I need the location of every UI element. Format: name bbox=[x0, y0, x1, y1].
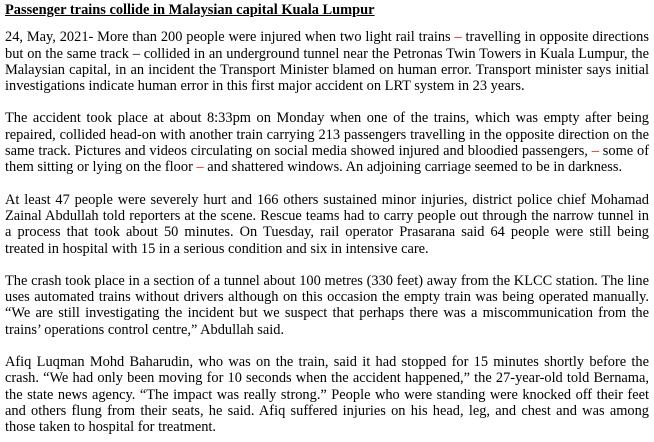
paragraph-1-lead: 24, May, 2021- More than 200 people were injured when two light rail trains bbox=[5, 29, 451, 46]
paragraph-2-lead: The accident took place at about 8:33pm on Monday when one of the trains, which was empty after being repaired, collided head-on with another train carrying 213 passengers travelling in the opposite direction on the same track. Pictures and videos circulating on social media showed injured and bloodied passengers, bbox=[5, 110, 649, 160]
article-title: Passenger trains collide in Malaysian capital Kuala Lumpur bbox=[5, 2, 375, 18]
highlighted-dash: – bbox=[591, 143, 599, 160]
paragraph-4: The crash took place in a section of a tunnel about 100 metres (330 feet) away from the KLCC station. The line uses automated trains without drivers although on this occasion the empty train was being operated manually. “We are still investigating the incident but we suspect that perhaps there was a miscommunication from the trains’ operations control centre,” Abdullah said. bbox=[5, 272, 649, 338]
paragraph-2 bbox=[5, 110, 649, 175]
highlighted-dash: – bbox=[454, 29, 462, 46]
paragraph-1-rest: travelling in opposite directions but on the same track – collided in an underground tunnel near the Petronas Twin Towers in Kuala Lumpur, the Malaysian capital, in an incident the Transport Minister blamed on human error. Transport minister says initial investigations indicate human error in this first major accident on LRT system in 23 years. bbox=[5, 29, 649, 95]
highlighted-dash: – bbox=[196, 159, 204, 176]
paragraph-2-middle: some of them sitting or lying on the floor bbox=[5, 143, 649, 176]
paragraph-3: At least 47 people were severely hurt and 166 others sustained minor injuries, district police chief Mohamad Zainal Abdullah told reporters at the scene. Rescue teams had to carry people out through the narrow tunnel in a process that took about 50 minutes. On Tuesday, rail operator Prasarana said 64 people were still being treated in hospital with 15 in a serious condition and six in intensive care. bbox=[5, 191, 649, 257]
paragraph-2-rest: and shattered windows. An adjoining carriage seemed to be in darkness. bbox=[207, 159, 623, 176]
paragraph-1 bbox=[5, 29, 649, 94]
paragraph-5: Afiq Luqman Mohd Baharudin, who was on the train, said it had stopped for 15 minutes shortly before the crash. “We had only been moving for 10 seconds when the accident happened,” the 27-year-old told Bernama, the state news agency. “The impact was really strong.” People who were standing were knocked off their feet and others flung from their seats, he said. Afiq suffered injuries on his head, leg, and chest and was among those taken to hospital for treatment. bbox=[5, 354, 649, 436]
article bbox=[5, 2, 649, 436]
